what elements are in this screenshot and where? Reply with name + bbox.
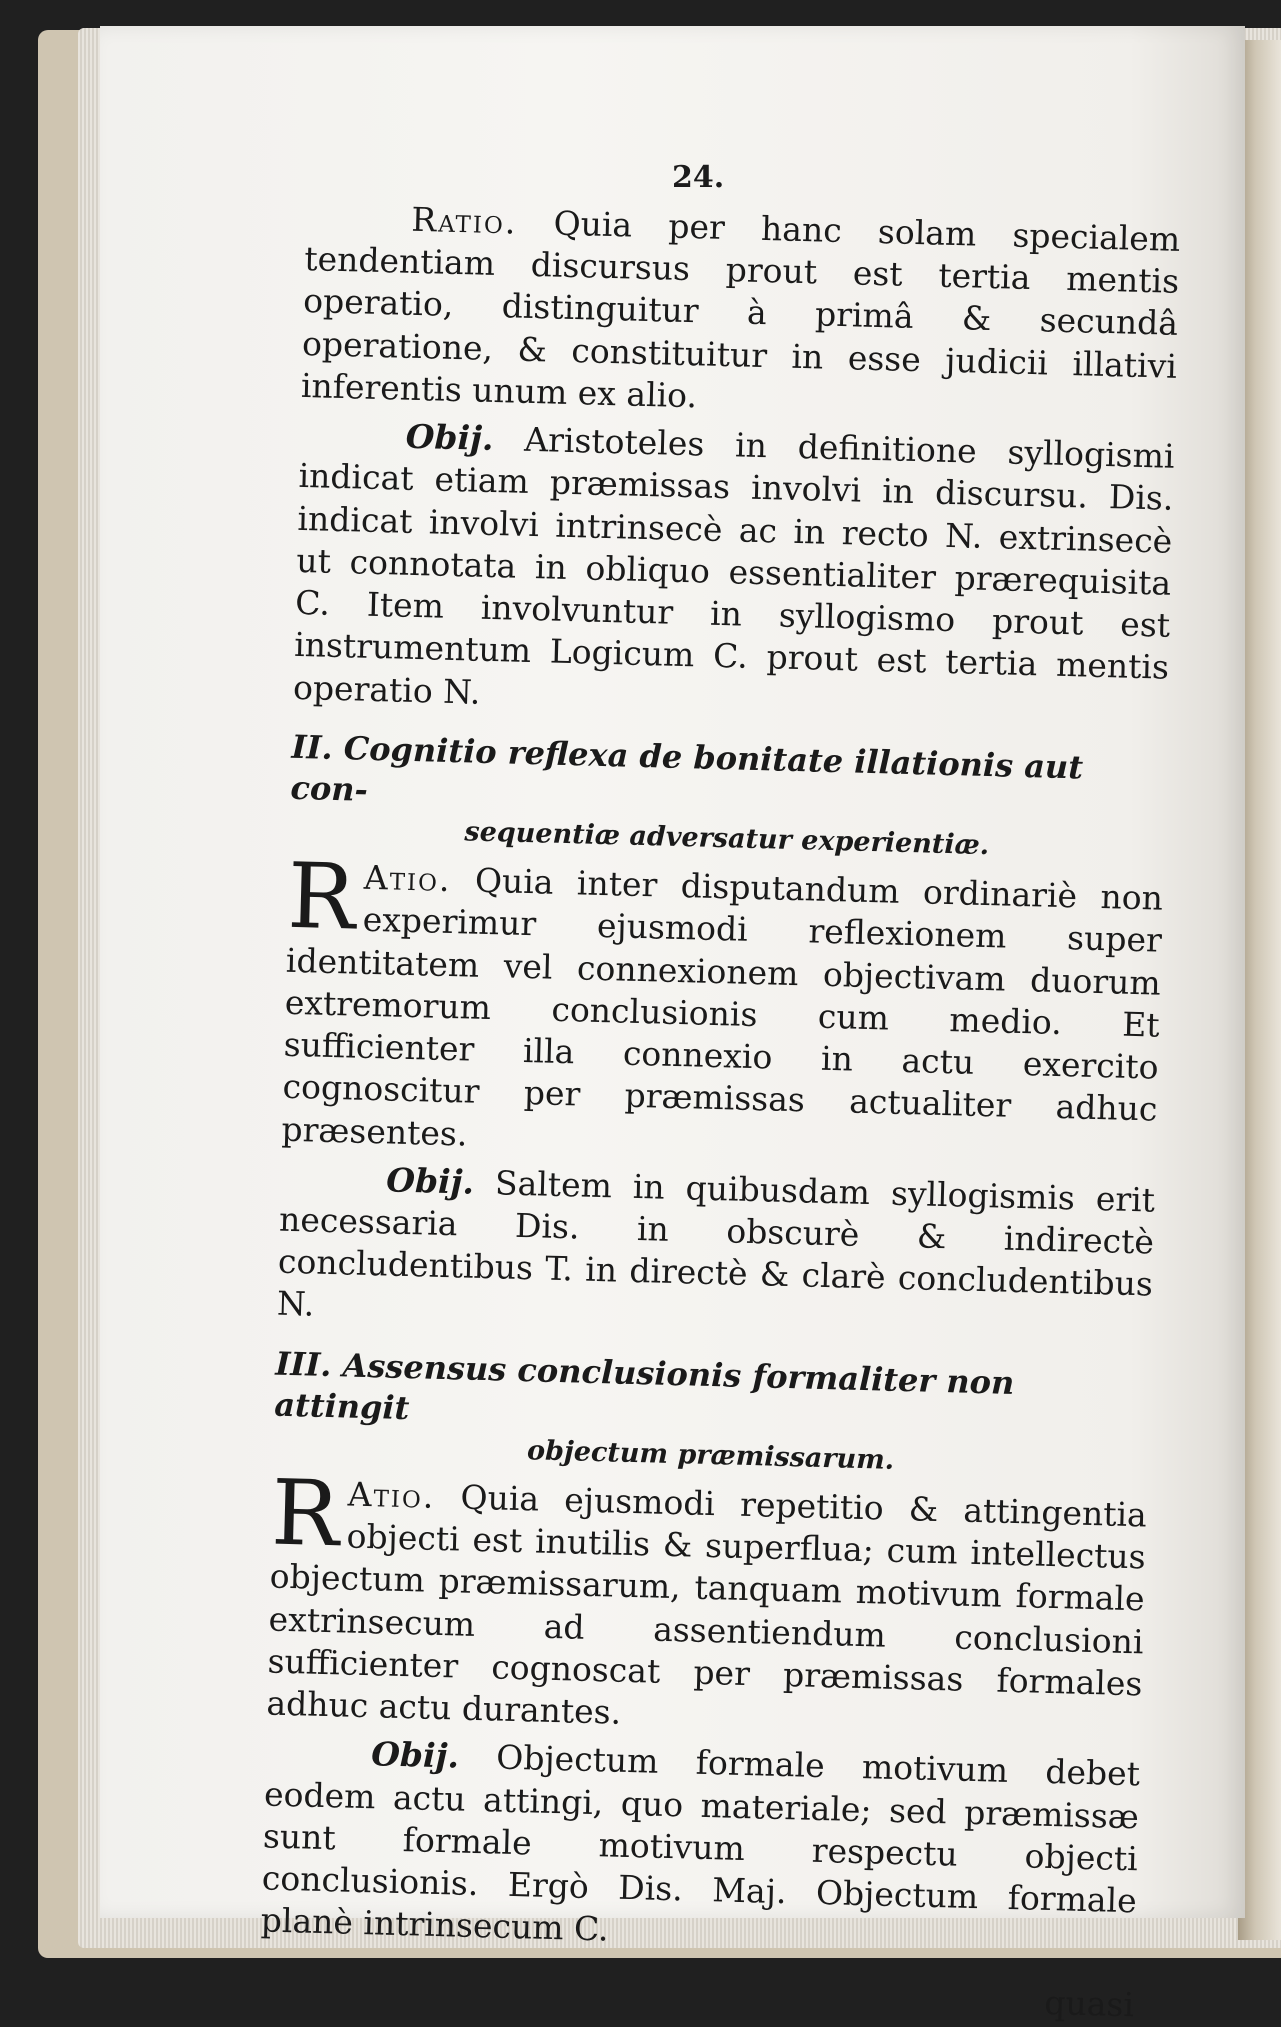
paragraph-ratio-2 xyxy=(281,843,1164,1173)
heading-sub: sequentiæ adversatur experientiæ. xyxy=(464,816,990,862)
objection-label: Obij. xyxy=(385,1160,475,1202)
paragraph-body: Quia ejusmodi repetitio & attingentia objecti est inutilis & superflua; cum intellectus objectum præmissarum, tanquam motivum formale extrinsecum ad assentiendum conclusioni sufficienter cognoscat per præmissas formales adhuc actu durantes. xyxy=(266,1476,1148,1732)
paragraph-objection-2 xyxy=(276,1156,1155,1348)
page-text xyxy=(260,196,1181,2025)
catchword: quasi xyxy=(1043,1983,1135,2025)
thesis-heading-2 xyxy=(289,727,1167,868)
heading-main: III. Assensus conclusionis formaliter non attingit xyxy=(273,1344,1015,1428)
paragraph-body: Quia per hanc solam specialem tendentiam discursus prout est tertia mentis operatio, distinguitur à primâ & secundâ operatione, & constituitur in esse judicii illativi inferentis unum ex alio. xyxy=(300,202,1181,416)
paragraph-objection-1 xyxy=(293,413,1175,731)
paragraph-body: Objectum formale motivum debet eodem actu attingi, quo materiale; sed præmissæ sunt formale motivum respectu objecti conclusionis. Ergò Dis. Maj. Objectum formale planè intrinsecum C. xyxy=(260,1736,1141,1949)
heading-sub: objectum præmissarum. xyxy=(526,1435,895,1476)
paragraph-body: Saltem in quibusdam syllogismis erit necessaria Dis. in obscurè & indirectè concludentibus T. in directè & clarè concludentibus N. xyxy=(276,1162,1156,1325)
heading-main: II. Cognitio reflexa de bonitate illationis aut con- xyxy=(289,727,1084,810)
page-number: 24. xyxy=(672,160,725,195)
paragraph-ratio-1 xyxy=(300,196,1180,430)
paragraph-body: Aristoteles in definitione syllogismi indicat etiam præmissas involvi in discursu. Dis. indicat involvi intrinsecè ac in recto N. extrinsecè ut connotata in obliquo essentialiter prærequisita C. Item involvuntur in syllogismo prout est instrumentum Logicum C. prout est tertia mentis operatio N. xyxy=(292,419,1175,712)
drop-cap: R xyxy=(286,843,357,951)
paragraph-body: Quia inter disputandum ordinariè non experimur ejusmodi reflexionem super identitatem vel connexionem objectivam duorum extremorum conclusionis cum medio. Et sufficienter illa connexio in actu exercito cognoscitur per præmissas actualiter adhuc præsentes. xyxy=(281,860,1164,1154)
objection-label: Obij. xyxy=(405,416,495,459)
ratio-label: Atio. xyxy=(363,857,453,900)
ratio-label: Atio. xyxy=(347,1474,436,1516)
drop-cap: R xyxy=(270,1460,341,1568)
paragraph-objection-3 xyxy=(260,1731,1140,1965)
thesis-heading-3 xyxy=(273,1343,1151,1484)
ratio-label: Ratio. xyxy=(410,199,518,242)
objection-label: Obij. xyxy=(370,1734,460,1776)
paragraph-ratio-3 xyxy=(266,1460,1148,1748)
